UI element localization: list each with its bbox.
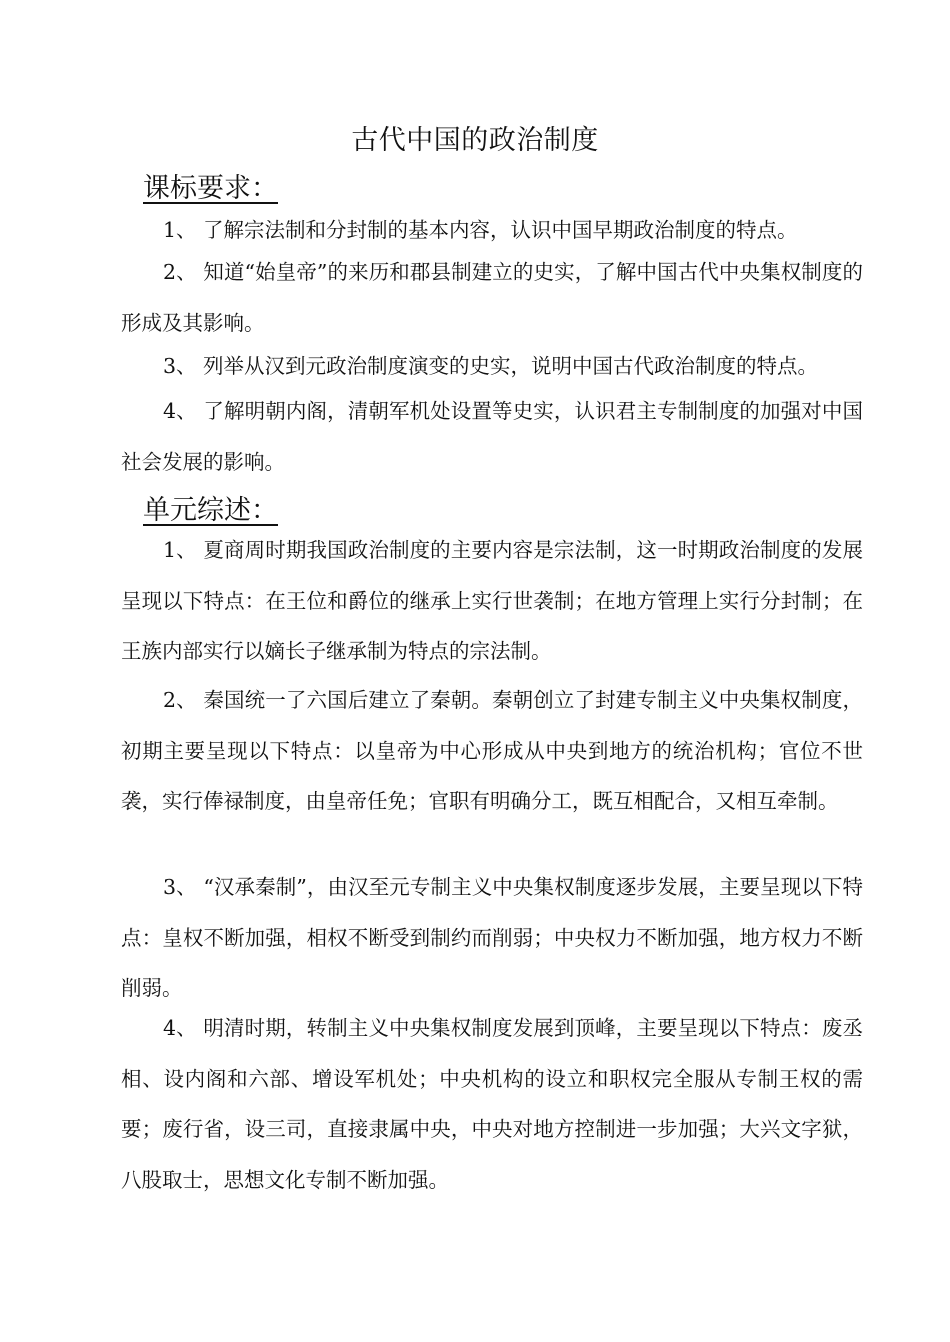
paragraph-overview-4: 4、 明清时期，转制主义中央集权制度发展到顶峰，主要呈现以下特点：废丞相、设内阁和六部、增设军机处；中央机构的设立和职权完全服从专制王权的需要；废行省，设三司，直接隶属中央，中央对地方控制进一步加强；大兴文字狱，八股取士，思想文化专制不断加强。 xyxy=(121,1016,863,1192)
paragraph-curriculum-4: 4、 了解明朝内阁，清朝军机处设置等史实，认识君主专制制度的加强对中国社会发展的影响。 xyxy=(121,399,863,474)
paragraph-overview-2: 2、 秦国统一了六国后建立了秦朝。秦朝创立了封建专制主义中央集权制度，初期主要呈现以下特点：以皇帝为中心形成从中央到地方的统治机构；官位不世袭，实行俸禄制度，由皇帝任免；官职有明确分工，既互相配合，又相互牵制。 xyxy=(121,688,863,813)
page-title: 古代中国的政治制度 xyxy=(351,125,599,156)
paragraph-curriculum-3: 3、 列举从汉到元政治制度演变的史实，说明中国古代政治制度的特点。 xyxy=(163,354,819,378)
paragraph-curriculum-1: 1、 了解宗法制和分封制的基本内容，认识中国早期政治制度的特点。 xyxy=(163,218,798,242)
paragraph-curriculum-2: 2、 知道“始皇帝”的来历和郡县制建立的史实，了解中国古代中央集权制度的形成及其影响。 xyxy=(121,260,863,335)
section-heading-curriculum: 课标要求： xyxy=(143,173,278,204)
paragraph-overview-3: 3、 “汉承秦制”，由汉至元专制主义中央集权制度逐步发展，主要呈现以下特点：皇权不断加强，相权不断受到制约而削弱；中央权力不断加强，地方权力不断削弱。 xyxy=(121,875,863,1000)
section-heading-overview: 单元综述： xyxy=(143,495,278,526)
paragraph-overview-1: 1、 夏商周时期我国政治制度的主要内容是宗法制，这一时期政治制度的发展呈现以下特点：在王位和爵位的继承上实行世袭制；在地方管理上实行分封制；在王族内部实行以嫡长子继承制为特点的宗法制。 xyxy=(121,538,863,663)
